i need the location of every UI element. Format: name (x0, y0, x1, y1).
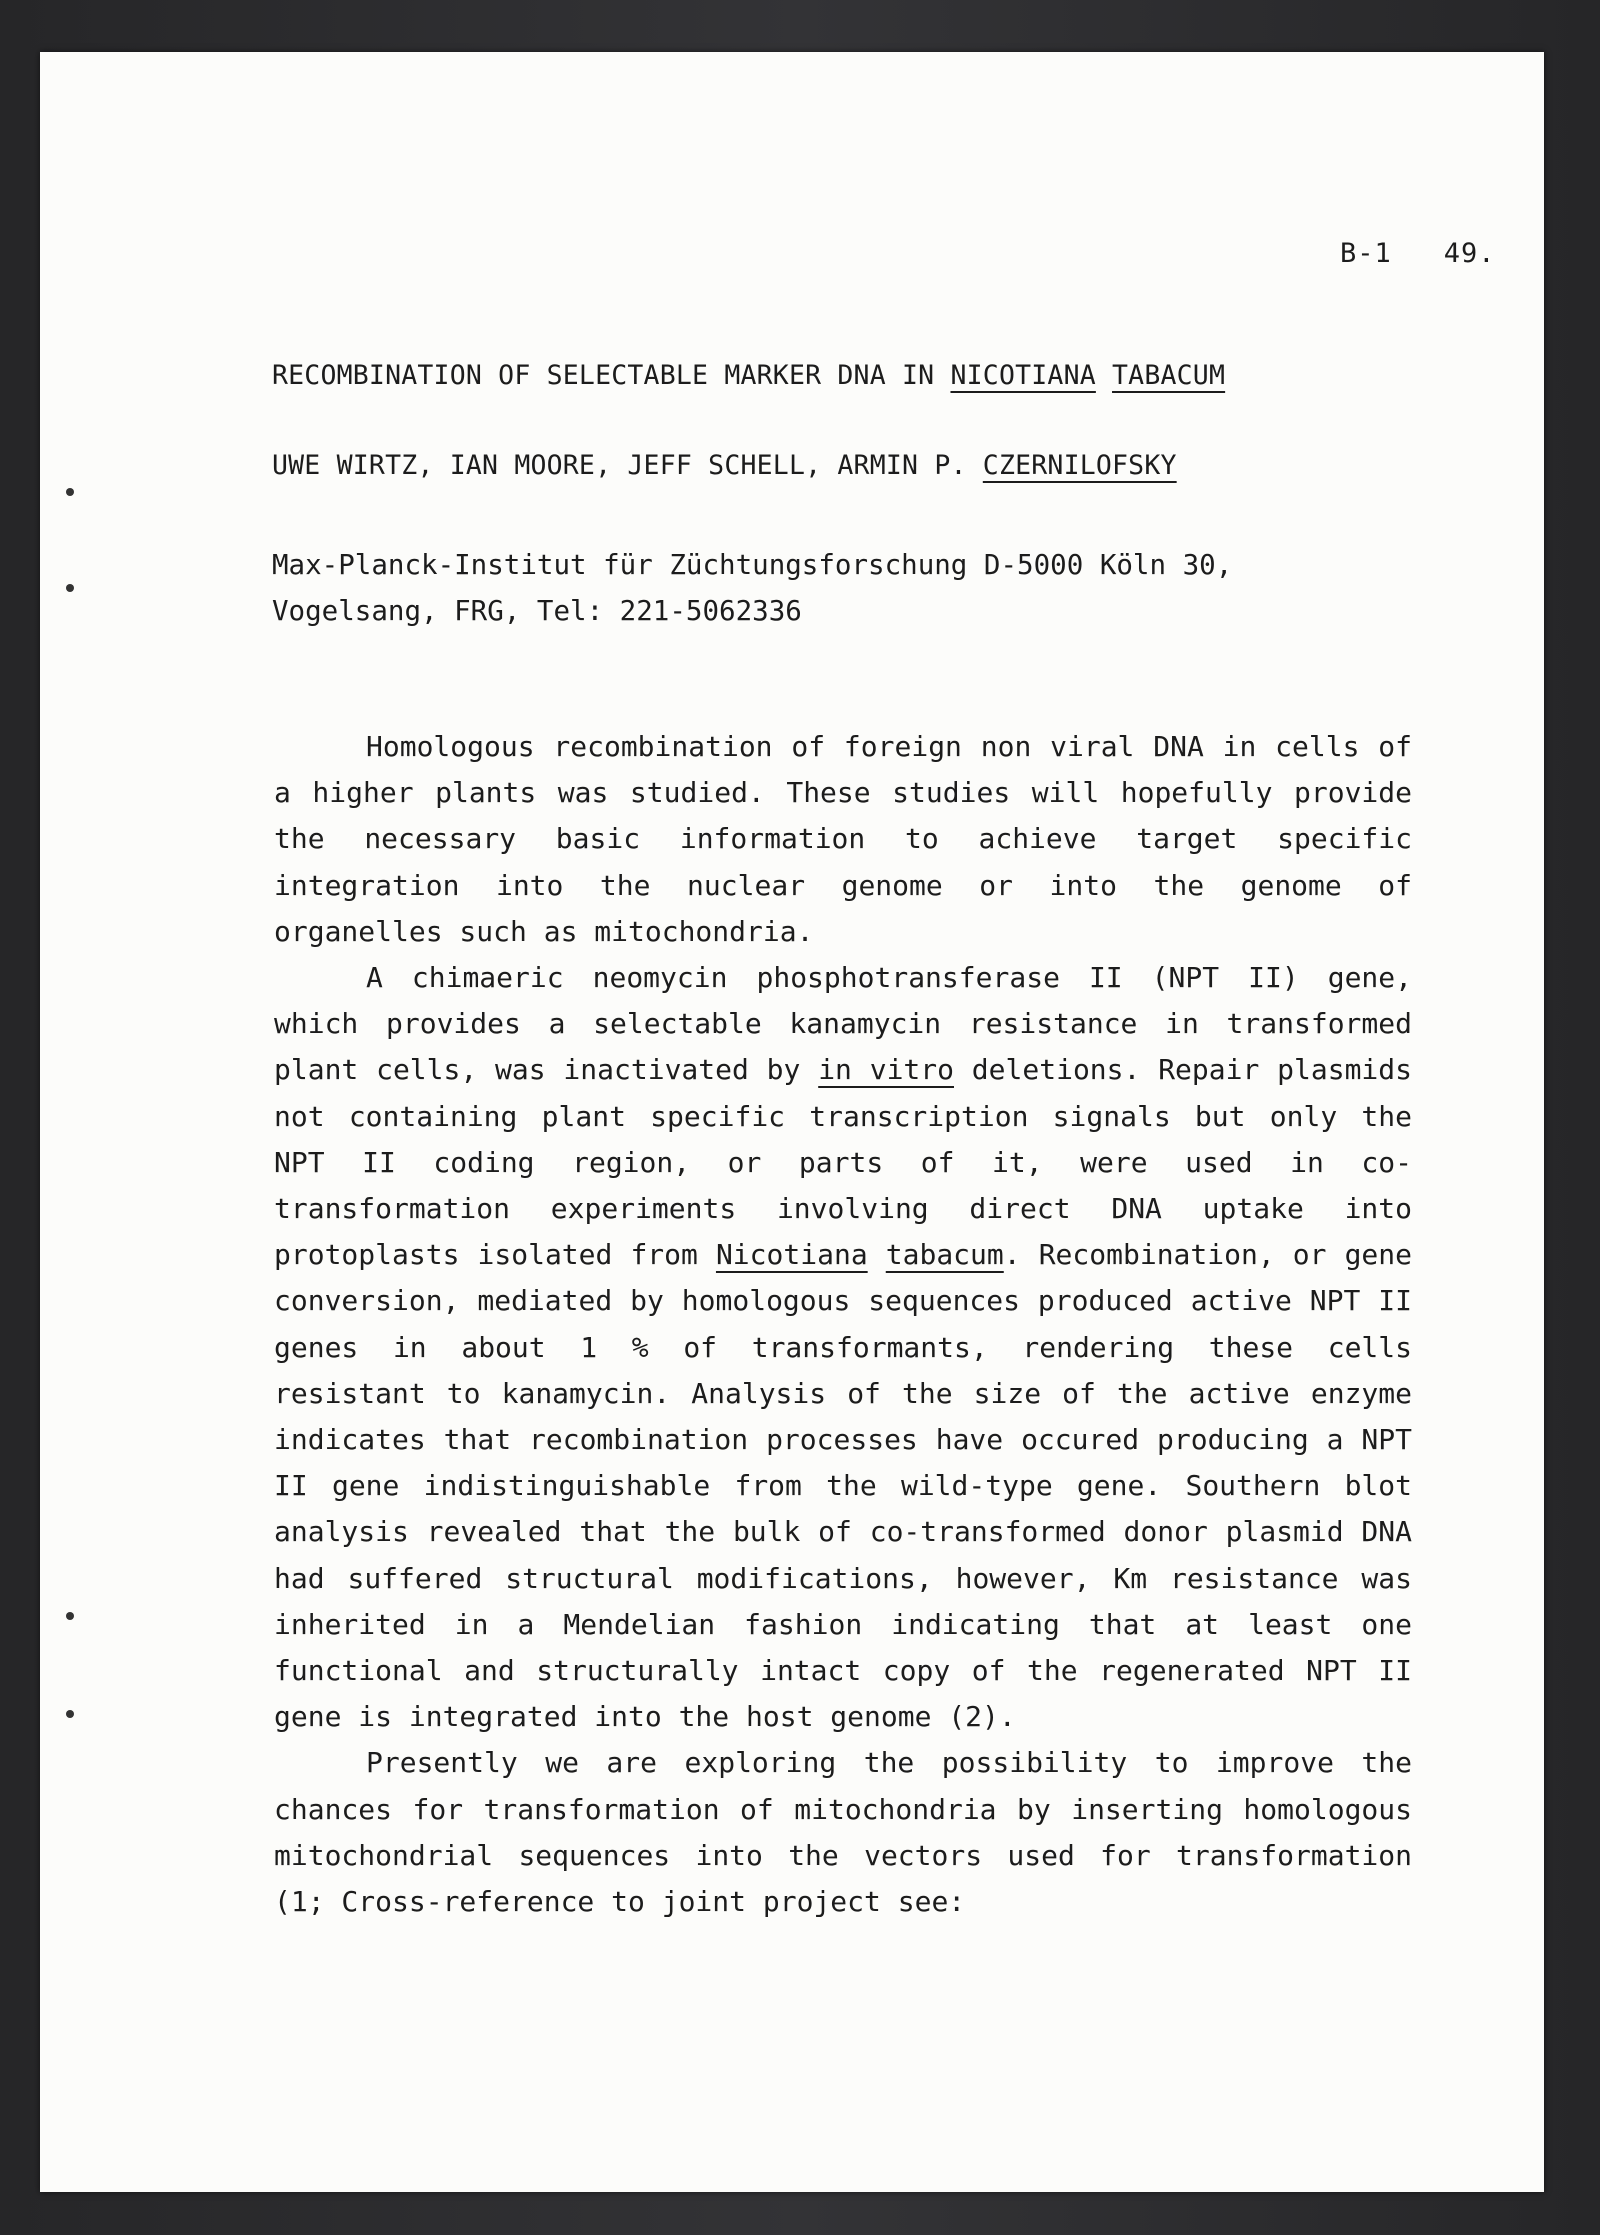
page-header (1340, 238, 1496, 269)
margin-mark-3 (66, 1612, 74, 1620)
margin-mark-4 (66, 1710, 74, 1718)
address-line-2: Vogelsang, FRG, Tel: 221-5062336 (272, 595, 802, 627)
affiliation-address (272, 542, 1412, 634)
document-title (272, 360, 1225, 391)
p2-genus: Nicotiana (715, 1238, 868, 1272)
title-genus: NICOTIANA (950, 360, 1096, 391)
p2-part-a: A chimaeric neomycin phosphotransferase II (NPT II) gene, which provides a selectable kanamycin resistance in transformed plant cells, was inactivated by (274, 961, 1412, 1087)
p2-part-b: deletions. Repair plasmids not containing plant specific transcription signals but only the NPT II coding region, or parts of it, were used in co-transformation experiments involving direct DNA uptake into protoplasts isolated from (274, 1053, 1412, 1272)
authors-text: UWE WIRTZ, IAN MOORE, JEFF SCHELL, ARMIN P. (272, 450, 983, 481)
margin-mark-1 (66, 488, 74, 496)
address-line-1: Max-Planck-Institut für Züchtungsforschung D-5000 Köln 30, (272, 549, 1233, 581)
paragraph-3: Presently we are exploring the possibility to improve the chances for transformation of mitochondria by inserting homologous mitochondrial sequences into the vectors used for transformation (1; Cross-reference to joint project see: (274, 1746, 1412, 1919)
title-species: TABACUM (1112, 360, 1226, 391)
p2-in-vitro: in vitro (818, 1053, 954, 1087)
paragraph-2 (274, 955, 1412, 1740)
section-code: B-1 (1340, 238, 1392, 269)
margin-mark-2 (66, 584, 74, 592)
abstract-body (274, 724, 1412, 1925)
paragraph-1: Homologous recombination of foreign non viral DNA in cells of a higher plants was studied. These studies will hopefully provide the necessary basic information to achieve target specific integration into the nuclear genome or into the genome of organelles such as mitochondria. (274, 730, 1412, 948)
p2-species: tabacum (885, 1238, 1004, 1272)
document-page (40, 52, 1544, 2192)
p2-part-c: . Recombination, or gene conversion, mediated by homologous sequences produced active NPT II genes in about 1 % of transformants, rendering these cells resistant to kanamycin. Analysis of the size of the active enzyme indicates that recombination processes have occured producing a NPT II gene indistinguishable from the wild-type gene. Southern blot analysis revealed that the bulk of co-transformed donor plasmid DNA had suffered structural modifications, however, Km resistance was inherited in a Mendelian fashion indicating that at least one functional and structurally intact copy of the regenerated NPT II gene is integrated into the host genome (2). (274, 1238, 1412, 1734)
title-text: RECOMBINATION OF SELECTABLE MARKER DNA IN (272, 360, 951, 391)
page-number: 49. (1443, 238, 1496, 269)
author-underlined: CZERNILOFSKY (982, 450, 1177, 481)
author-list (272, 450, 1177, 481)
